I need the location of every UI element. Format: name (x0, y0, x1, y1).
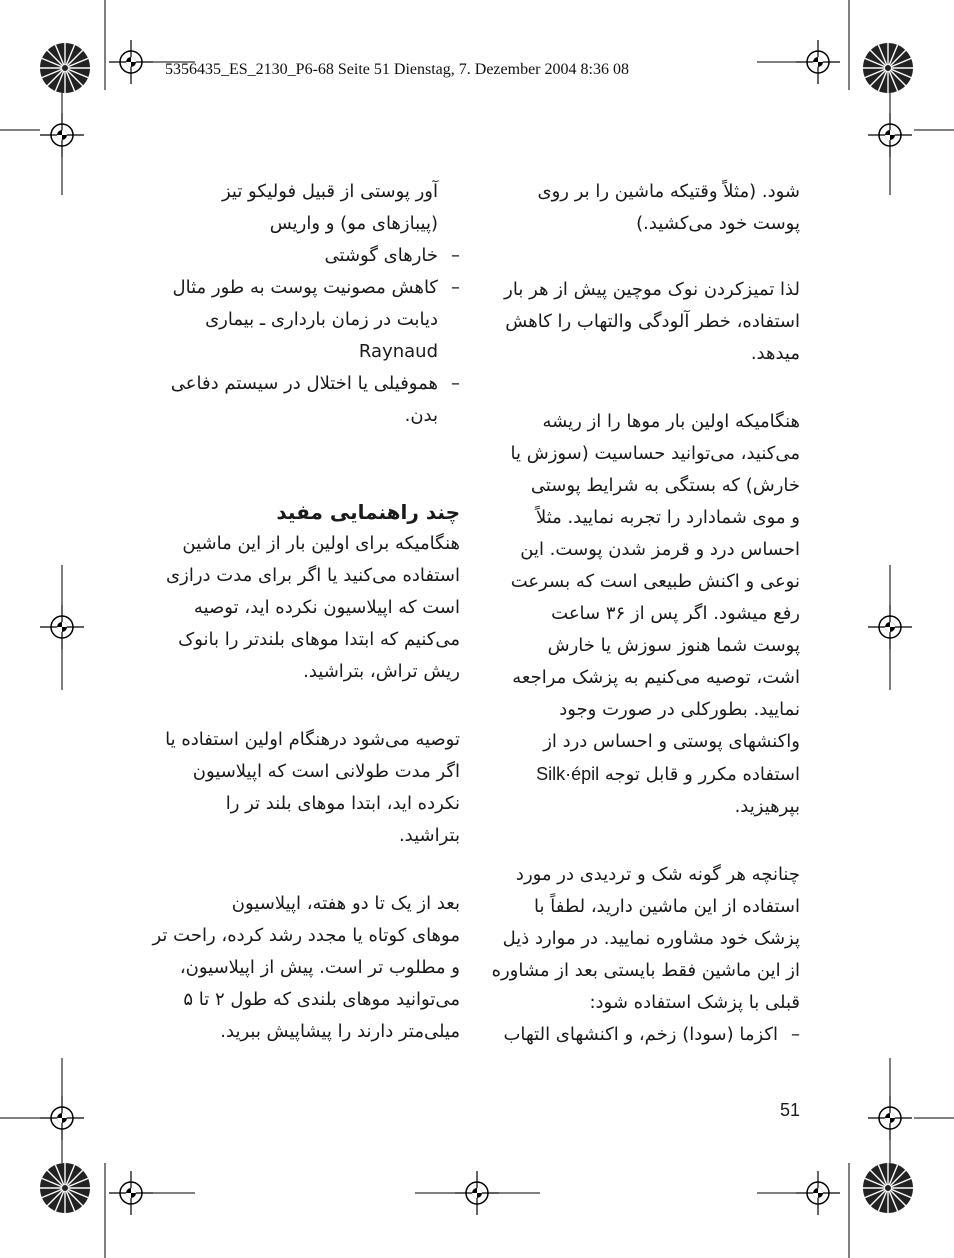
text-line: میلی‌متر دارند را پیشاپیش ببرید. (220, 1021, 460, 1042)
text-line: خارش) که بستگی به شرایط پوستی (530, 475, 800, 496)
bullet-dash: – (451, 277, 460, 298)
text-line: از این ماشین فقط بایستی بعد از مشاوره (491, 960, 800, 981)
text-line: اشت، توصیه می‌کنیم به پزشک مراجعه (512, 667, 800, 688)
text-line (490, 758, 800, 791)
text-line: پزشک خود مشاوره نمایید. در موارد ذیل (502, 928, 800, 949)
text-line: بدن. (404, 405, 438, 426)
text-line: نکرده اید، ابتدا موهای بلند تر را (225, 793, 460, 814)
list-item (490, 1019, 800, 1051)
text-line: می‌کنیم که ابتدا موهای بلندتر را بانوک (178, 629, 460, 650)
paragraph (140, 724, 460, 852)
paragraph (490, 406, 800, 823)
section-heading: چند راهنمایی مفید (276, 500, 460, 524)
text-line: رفع میشود. اگر پس از ۳۶ ساعت (551, 603, 800, 624)
text-line: استفاده، خطر آلودگی والتهاب را کاهش (505, 311, 800, 332)
bullet-dash: – (451, 245, 460, 266)
text-line: آور پوستی از قبیل فولیکو تیز (221, 181, 438, 202)
left-text-column (140, 176, 460, 1048)
text-line: است که اپیلاسیون نکرده اید، توصیه (193, 597, 460, 618)
text-line: و مطلوب تر است. پیش از اپیلاسیون، (179, 957, 460, 978)
text-line: شود. (مثلاً وقتیکه ماشین را بر روی (537, 181, 800, 202)
page-number: 51 (780, 1100, 801, 1120)
text-line: نوعی و اکنش طبیعی است که بسرعت (510, 571, 800, 592)
text-line: اکزما (سودا) زخم، و اکنشهای التهاب (503, 1024, 778, 1045)
text-line: نمایید. بطورکلی در صورت وجود (559, 699, 800, 720)
text-line: پوست خود می‌کشید.) (636, 213, 800, 234)
text-line: (پیبازهای مو) و واریس (269, 213, 438, 234)
list-item (140, 272, 460, 368)
text-fragment: استفاده مکرر و قابل توجه (604, 764, 800, 785)
text-line: بتراشید. (398, 825, 460, 846)
bullet-list (140, 240, 460, 432)
text-line: می‌توانید موهای بلندی که طول ۲ تا ۵ (183, 989, 460, 1010)
list-item (140, 368, 460, 432)
paragraph (140, 176, 460, 240)
print-slug-header: 5356435_ES_2130_P6-68 Seite 51 Dienstag, 7. Dezember 2004 8:36 08 (165, 61, 629, 78)
paragraph (490, 274, 800, 370)
text-line: دیابت در زمان بارداری ـ بیماری (205, 309, 438, 330)
text-line: هنگامیکه برای اولین بار از این ماشین (182, 533, 460, 554)
text-line: لذا تمیزکردن نوک موچین پیش از هر بار (504, 279, 800, 300)
text-line: چنانچه هر گونه شک و تردیدی در مورد (515, 864, 800, 885)
right-text-column (490, 176, 800, 1051)
text-line: ریش تراش، بتراشید. (303, 661, 460, 682)
paragraph (490, 176, 800, 240)
brand-name: Silk·épil (536, 764, 600, 784)
text-line: خارهای گوشتی (324, 245, 438, 266)
text-line: و موی شمادارد را تجربه نمایید. مثلاً (536, 507, 800, 528)
text-line: استفاده می‌کنید یا اگر برای مدت درازی (166, 565, 460, 586)
text-line: توصیه می‌شود درهنگام اولین استفاده یا (165, 729, 460, 750)
text-line: هموفیلی یا اختلال در سیستم دفاعی (170, 373, 438, 394)
text-line: استفاده از این ماشین دارید، لطفاً با (534, 896, 800, 917)
text-line: کاهش مصونیت پوست به طور مثال (172, 277, 438, 298)
paragraph (490, 859, 800, 1019)
text-line: واکنشهای پوستی و احساس درد از (543, 731, 800, 752)
text-line: هنگامیکه اولین بار موها را از ریشه (542, 411, 800, 432)
text-line: اگر مدت طولانی است که اپیلاسیون (192, 761, 460, 782)
text-line: موهای کوتاه یا مجدد رشد کرده، راحت تر (152, 925, 460, 946)
text-line: Raynaud (358, 341, 438, 362)
text-line: قبلی با پزشک استفاده شود: (589, 992, 800, 1013)
bullet-list (490, 1019, 800, 1051)
paragraph (140, 888, 460, 1048)
text-line: میدهد. (750, 343, 800, 364)
text-line: بپرهیزید. (734, 796, 800, 817)
text-line: پوست شما هنوز سوزش یا خارش (547, 635, 800, 656)
text-line: بعد از یک تا دو هفته، اپیلاسیون (231, 893, 460, 914)
paragraph (140, 528, 460, 688)
bullet-dash: – (451, 373, 460, 394)
list-item (140, 240, 460, 272)
text-line: می‌کنید، می‌توانید حساسیت (سوزش یا (510, 443, 800, 464)
text-line: احساس درد و قرمز شدن پوست. این (520, 539, 800, 560)
bullet-dash: – (791, 1024, 800, 1045)
